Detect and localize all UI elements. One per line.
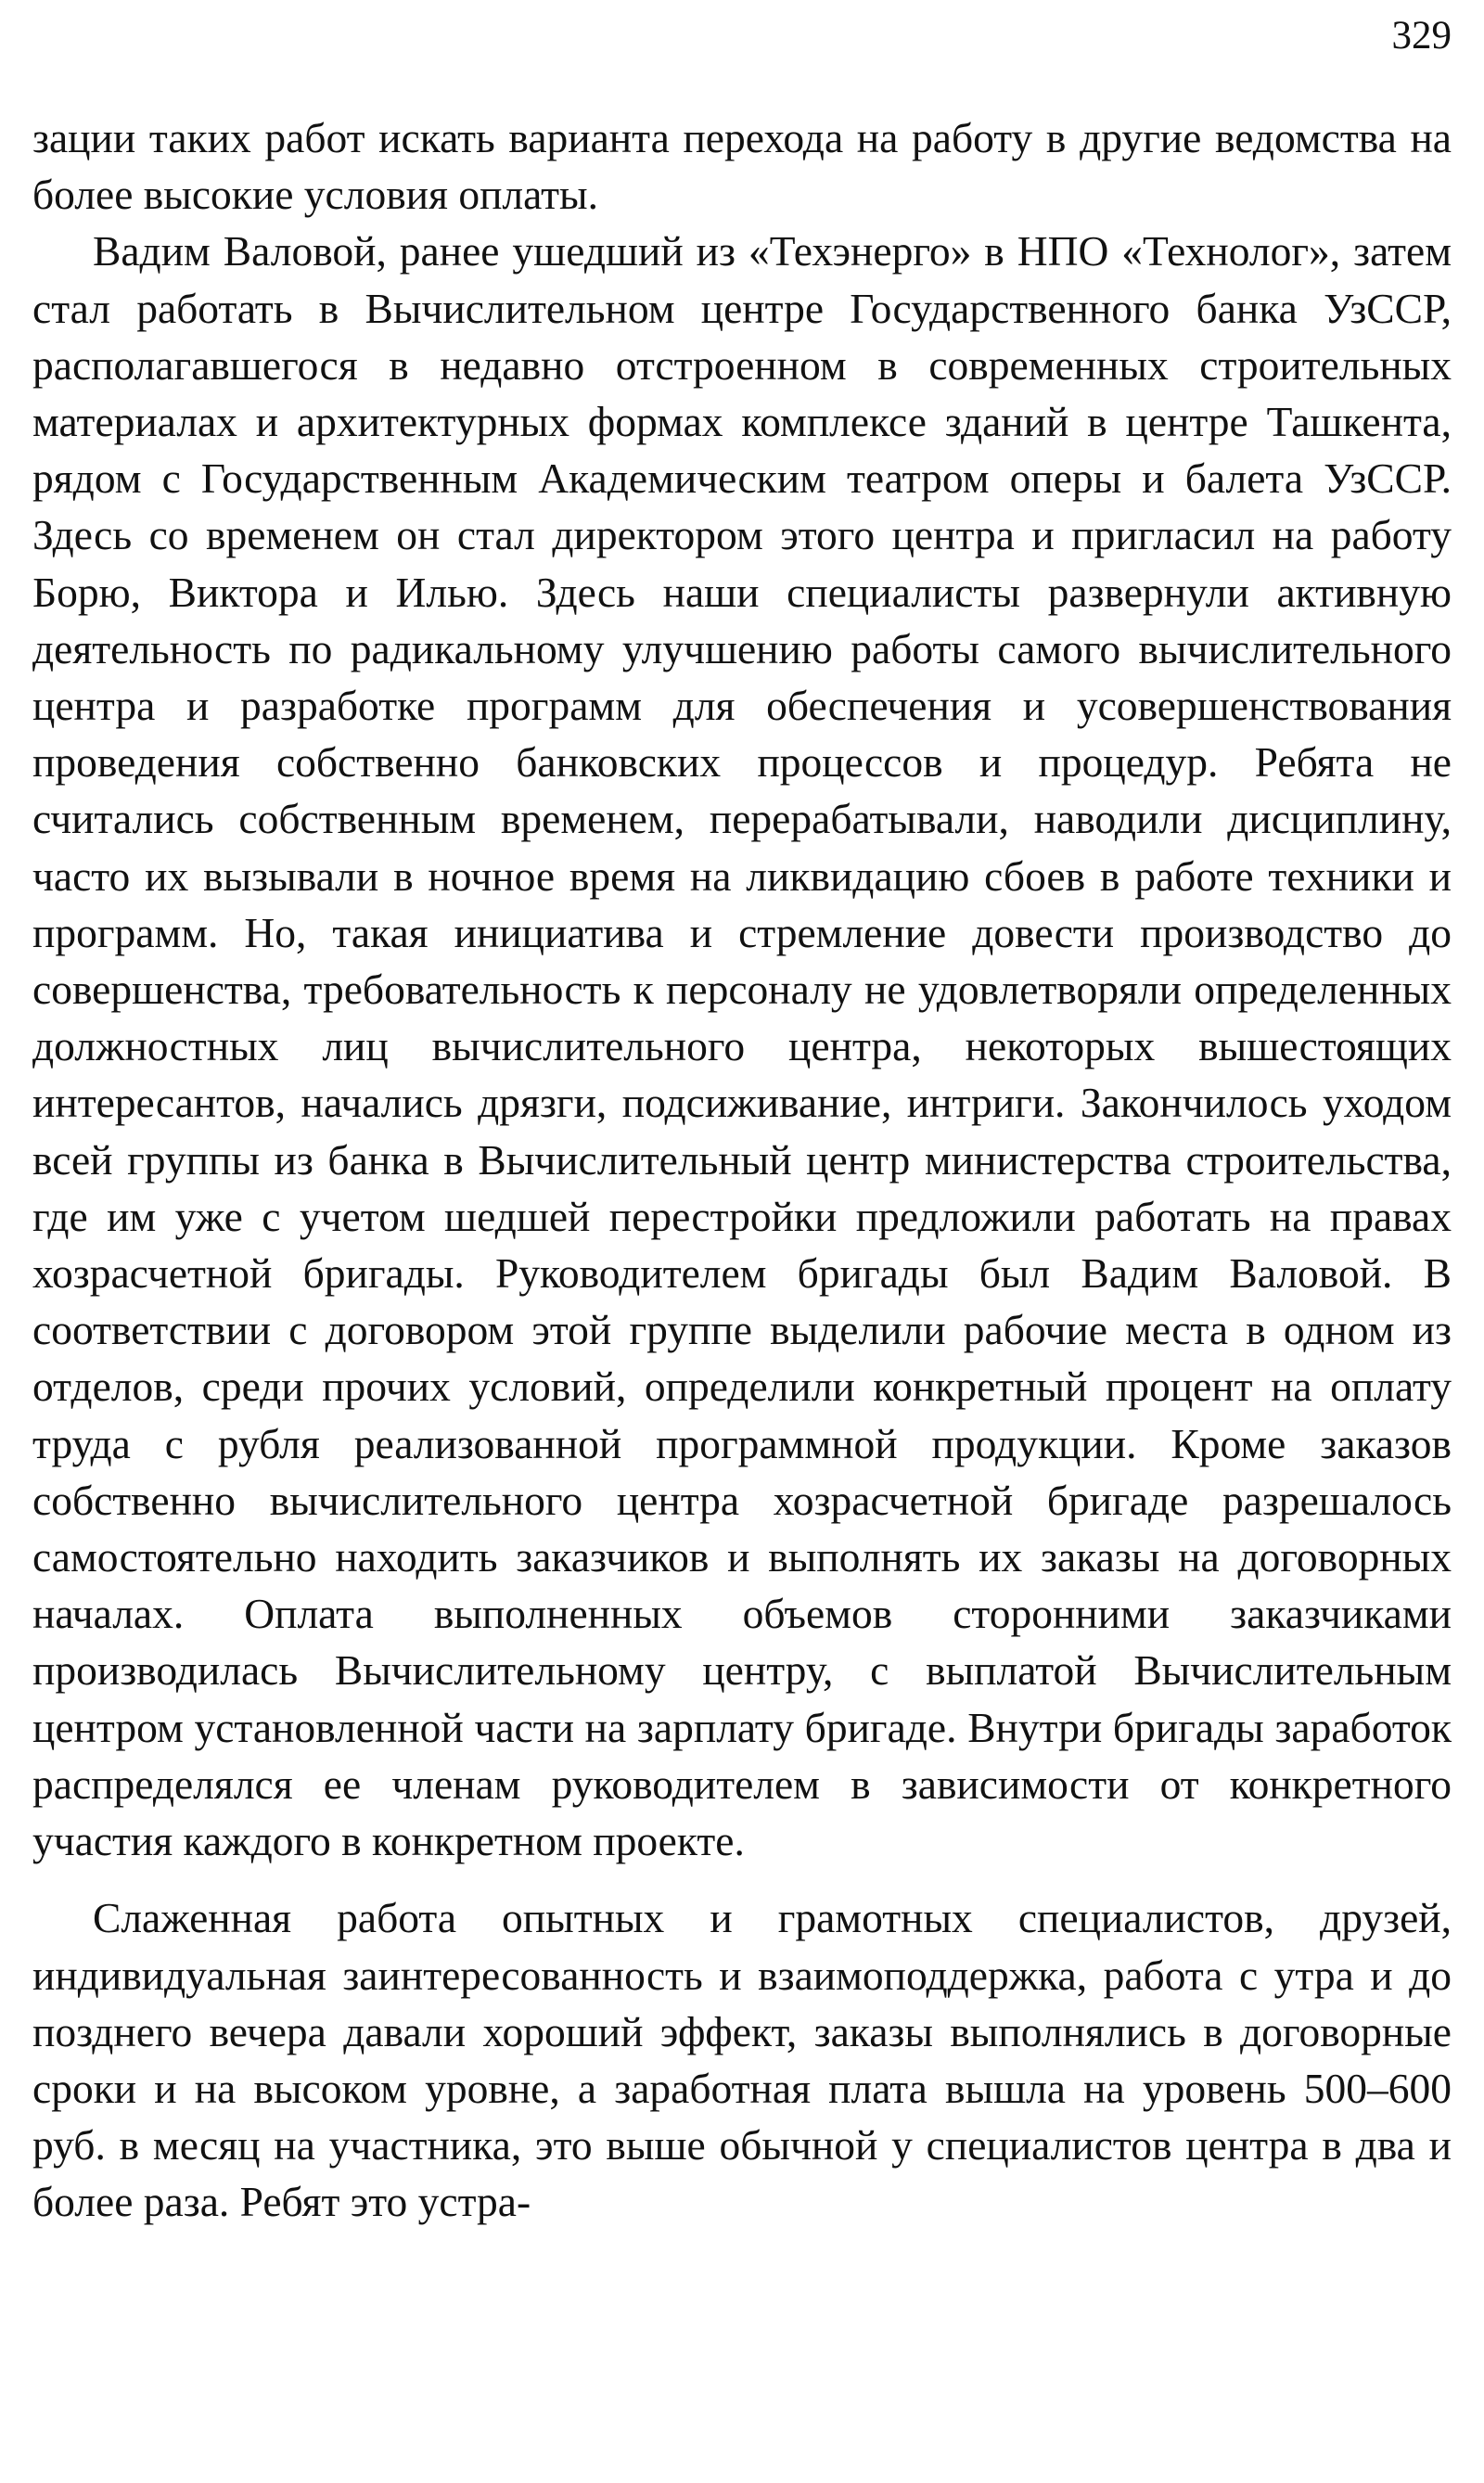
paragraph-valovoy: Вадим Валовой, ранее ушедший из «Техэнерго» в НПО «Технолог», затем стал работать в Вычислительном центре Государственного банка УзССР, располагавшегося в недавно отстроенном в современных строительных материалах и архитектурных формах комплексе зданий в центре Ташкента, рядом с Государственным Академическим театром оперы и балета УзССР. Здесь со временем он стал директором этого центра и пригласил на работу Борю, Виктора и Илью. Здесь наши специалисты развернули активную деятельность по радикальному улучшению работы самого вычислительного центра и разработке программ для обеспечения и усовершенствования проведения собственно банковских процессов и процедур. Ребята не считались собственным временем, перерабатывали, наводили дисциплину, часто их вызывали в ночное время на ликвидацию сбоев в работе техники и программ. Но, такая инициатива и стремление довести производство до совершенства, требовательность к персоналу не удовлетворяли определенных должностных лиц вычислительного центра, некоторых вышестоящих интересантов, начались дрязги, подсиживание, интриги. Закончилось уходом всей группы из банка в Вычислительный центр министерства строительства, где им уже с учетом шедшей перестройки предложили работать на правах хозрасчетной бригады. Руководителем бригады был Вадим Валовой. В соответствии с договором этой группе выделили рабочие места в одном из отделов, среди прочих условий, определили конкретный процент на оплату труда с рубля реализованной программной продукции. Кроме заказов собственно вычислительного центра хозрасчетной бригаде разрешалось самостоятельно находить заказчиков и выполнять их заказы на договорных началах. Оплата выполненных объемов сторонними заказчиками производилась Вычислительному центру, с выплатой Вычислительным центром установленной части на зарплату бригаде. Внутри бригады заработок распределялся ее членам руководителем в зависимости от конкретного участия каждого в конкретном проекте. — [32, 227, 1452, 1865]
page-number: 329 — [1391, 14, 1452, 58]
paragraph-continuation: зации таких работ искать варианта перехода на работу в другие ведомства на более высокие условия оплаты. — [32, 114, 1452, 219]
body-text — [32, 109, 1452, 2231]
paragraph-teamwork: Слаженная работа опытных и грамотных специалистов, друзей, индивидуальная заинтересованность и взаимоподдержка, работа с утра и до позднего вечера давали хороший эффект, заказы выполнялись в договорные сроки и на высоком уровне, а заработная плата вышла на уровень 500–600 руб. в месяц на участника, это выше обычной у специалистов центра в два и более раза. Ребят это устра- — [32, 1894, 1452, 2226]
